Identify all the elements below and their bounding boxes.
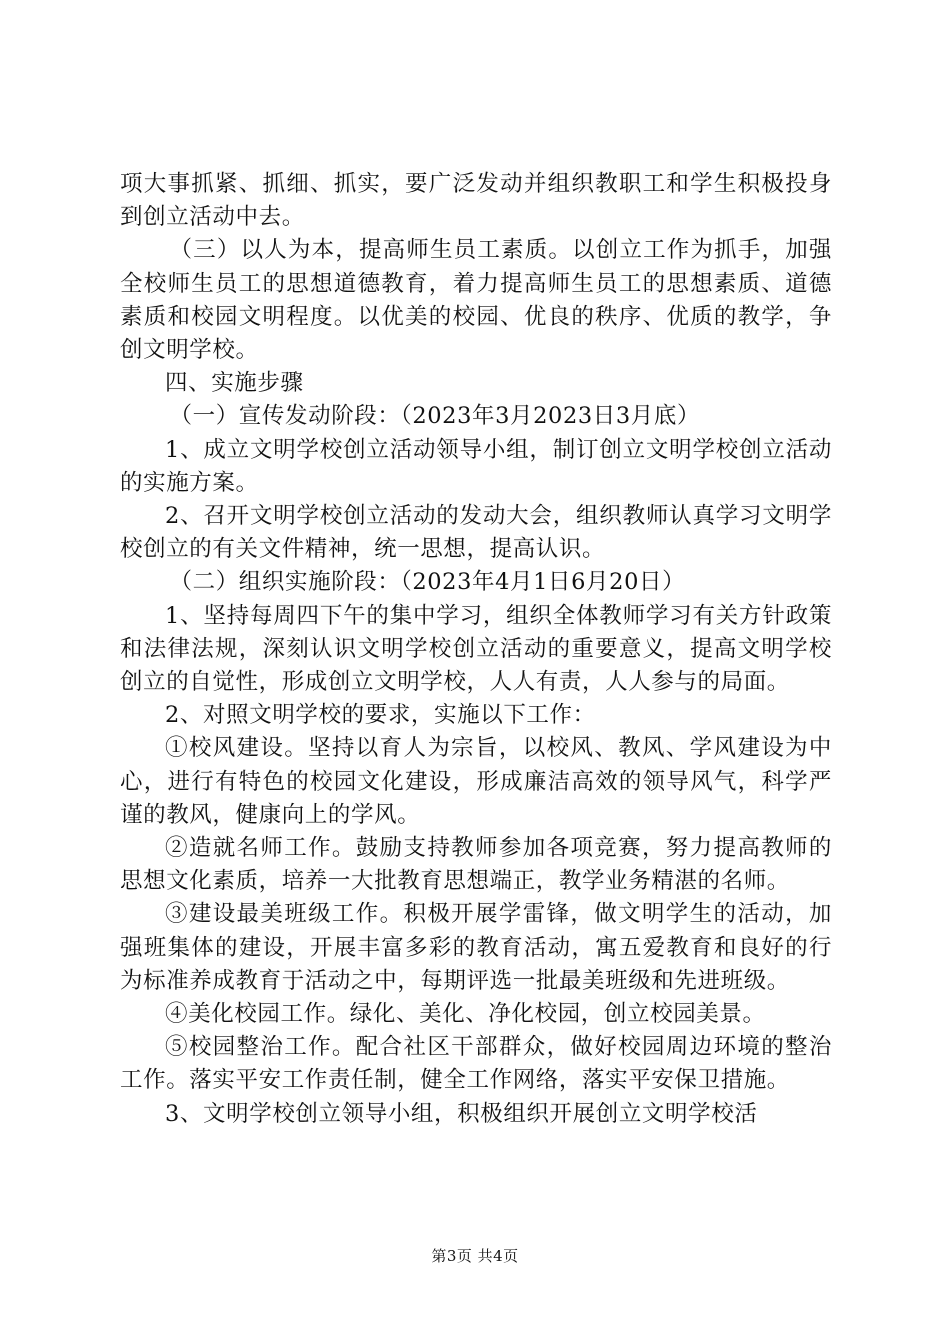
paragraph-phase2-item1: 1、坚持每周四下午的集中学习，组织全体教师学习有关方针政策和法律法规，深刻认识文明学校创立活动的重要意义，提高文明学校创立的自觉性，形成创立文明学校，人人有责，人人参与的局面。 [120,602,832,696]
paragraph-phase1-item1: 1、成立文明学校创立活动领导小组，制订创立文明学校创立活动的实施方案。 [120,436,832,496]
paragraph-phase1-item2: 2、召开文明学校创立活动的发动大会，组织教师认真学习文明学校创立的有关文件精神，统一思想，提高认识。 [120,503,832,563]
paragraph-continuation: 项大事抓紧、抓细、抓实，要广泛发动并组织教职工和学生积极投身到创立活动中去。 [120,171,832,231]
page-number-footer: 第3页 共4页 [431,1247,519,1265]
paragraph-best-class: ③建设最美班级工作。积极开展学雷锋，做文明学生的活动，加强班集体的建设，开展丰富多彩的教育活动，寓五爱教育和良好的行为标准养成教育于活动之中，每期评选一批最美班级和先进班级。 [120,901,832,994]
section-heading-implementation-steps: 四、实施步骤 [165,370,304,397]
paragraph-phase2-item3: 3、文明学校创立领导小组，积极组织开展创立文明学校活 [165,1100,758,1127]
paragraph-campus-rectification: ⑤校园整治工作。配合社区干部群众，做好校园周边环境的整治工作。落实平安工作责任制，健全工作网络，落实平安保卫措施。 [120,1034,832,1094]
phase-heading-publicity: （一）宣传发动阶段：（2023年3月2023日3月底） [169,403,701,430]
paragraph-school-spirit: ①校风建设。坚持以育人为宗旨，以校风、教风、学风建设为中心，进行有特色的校园文化建设，形成廉洁高效的领导风气，科学严谨的教风，健康向上的学风。 [120,735,832,828]
document-body [120,168,832,1131]
paragraph-beautify-campus: ④美化校园工作。绿化、美化、净化校园，创立校园美景。 [165,1001,766,1028]
paragraph-principle-3: （三）以人为本，提高师生员工素质。以创立工作为抓手，加强全校师生员工的思想道德教育，着力提高师生员工的思想素质、道德素质和校园文明程度。以优美的校园、优良的秩序、优质的教学，争创文明学校。 [120,237,832,364]
paragraph-phase2-item2: 2、对照文明学校的要求，实施以下工作： [165,702,596,729]
phase-heading-implementation: （二）组织实施阶段：（2023年4月1日6月20日） [169,569,686,596]
paragraph-famous-teachers: ②造就名师工作。鼓励支持教师参加各项竞赛，努力提高教师的思想文化素质，培养一大批教育思想端正，教学业务精湛的名师。 [120,835,832,895]
